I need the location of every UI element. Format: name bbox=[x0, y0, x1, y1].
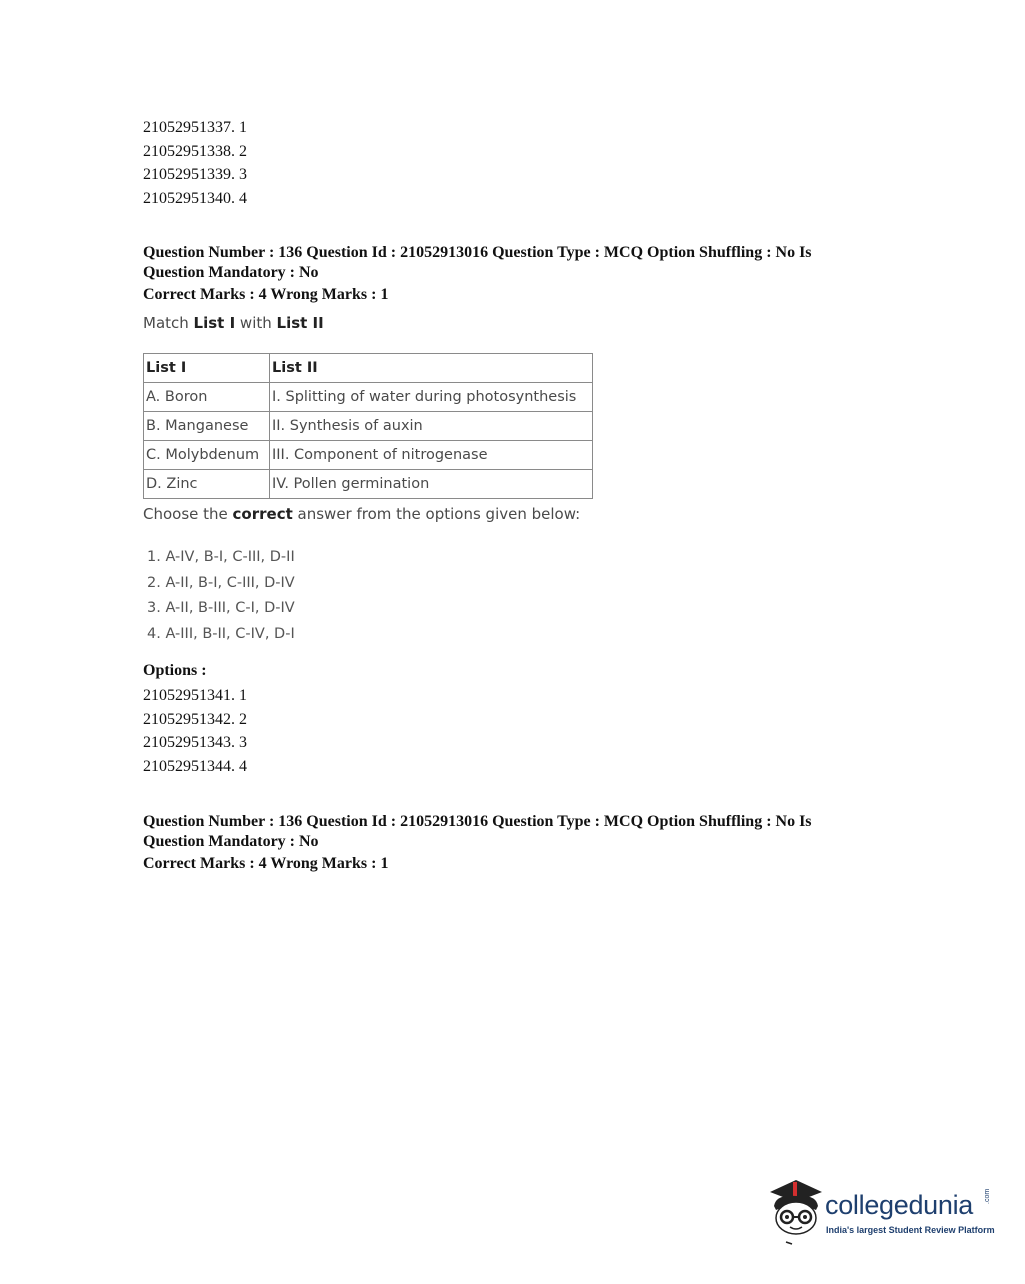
table-row bbox=[144, 470, 593, 499]
option-line: 21052951338. 2 bbox=[143, 142, 247, 160]
answer-choice: 3. A-II, B-III, C-I, D-IV bbox=[147, 600, 295, 616]
answer-choices bbox=[147, 545, 295, 647]
option-line: 21052951344. 4 bbox=[143, 757, 247, 775]
answer-choice: 4. A-III, B-II, C-IV, D-I bbox=[147, 625, 295, 642]
previous-options-list bbox=[143, 116, 247, 210]
choose-text: Choose the bbox=[143, 505, 233, 523]
question-header-line1: Question Number : 136 Question Id : 21052913016 Question Type : MCQ Option Shuffling : No Is bbox=[143, 813, 812, 830]
logo-tagline: India's largest Student Review Platform bbox=[826, 1225, 995, 1235]
prompt-text: with bbox=[235, 314, 277, 332]
prompt-bold-list1: List I bbox=[193, 314, 236, 332]
prompt-text: Match bbox=[143, 314, 194, 332]
question-prompt bbox=[143, 314, 324, 332]
table-row bbox=[144, 383, 593, 412]
choose-instruction bbox=[143, 505, 580, 523]
question-marks: Correct Marks : 4 Wrong Marks : 1 bbox=[143, 286, 389, 303]
prompt-bold-list2: List II bbox=[276, 314, 324, 332]
question-header bbox=[143, 812, 883, 852]
question-header bbox=[143, 243, 883, 283]
table-cell: I. Splitting of water during photosynthesis bbox=[270, 383, 593, 412]
match-table bbox=[143, 353, 593, 499]
table-cell: D. Zinc bbox=[144, 470, 270, 499]
table-cell: II. Synthesis of auxin bbox=[270, 412, 593, 441]
option-line: 21052951343. 3 bbox=[143, 734, 247, 751]
collegedunia-logo bbox=[766, 1176, 996, 1246]
option-line: 21052951342. 2 bbox=[143, 710, 247, 728]
options-label: Options : bbox=[143, 662, 207, 679]
table-header-row bbox=[144, 354, 593, 383]
question-header-line1: Question Number : 136 Question Id : 21052913016 Question Type : MCQ Option Shuffling : No Is bbox=[143, 244, 812, 261]
answer-choice: 1. A-IV, B-I, C-III, D-II bbox=[147, 549, 295, 565]
option-line: 21052951341. 1 bbox=[143, 687, 247, 704]
question-header-line2: Question Mandatory : No bbox=[143, 833, 319, 850]
option-line: 21052951339. 3 bbox=[143, 166, 247, 183]
table-cell: C. Molybdenum bbox=[144, 441, 270, 470]
table-row bbox=[144, 441, 593, 470]
question-header-line2: Question Mandatory : No bbox=[143, 264, 319, 281]
question-marks: Correct Marks : 4 Wrong Marks : 1 bbox=[143, 855, 389, 872]
choose-text: answer from the options given below: bbox=[292, 505, 581, 523]
choose-bold: correct bbox=[232, 505, 293, 523]
table-cell: III. Component of nitrogenase bbox=[270, 441, 593, 470]
answer-choice: 2. A-II, B-I, C-III, D-IV bbox=[147, 574, 295, 591]
table-cell: B. Manganese bbox=[144, 412, 270, 441]
table-cell: A. Boron bbox=[144, 383, 270, 412]
option-line: 21052951337. 1 bbox=[143, 119, 247, 136]
mascot-icon bbox=[766, 1176, 828, 1246]
logo-com: .com bbox=[984, 1188, 991, 1204]
option-line: 21052951340. 4 bbox=[143, 189, 247, 207]
table-cell: IV. Pollen germination bbox=[270, 470, 593, 499]
table-header-cell: List II bbox=[270, 354, 593, 383]
table-header-cell: List I bbox=[144, 354, 270, 383]
options-list bbox=[143, 684, 247, 778]
table-row bbox=[144, 412, 593, 441]
logo-wordmark: collegedunia bbox=[825, 1190, 974, 1220]
